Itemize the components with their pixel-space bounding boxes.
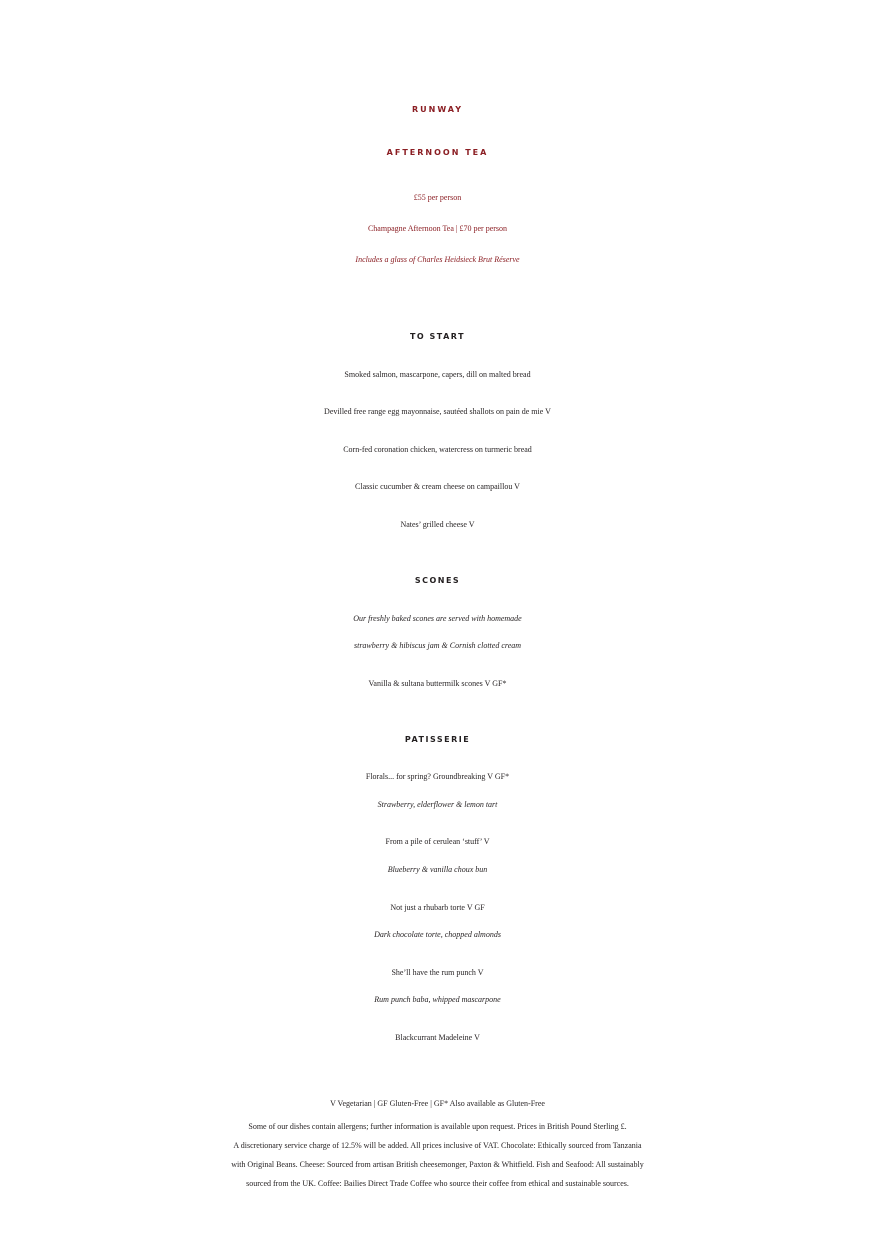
menu-item: Florals... for spring? Groundbreaking V GF* [365, 772, 510, 781]
menu-item-description: Dark chocolate torte, chopped almonds [374, 930, 501, 939]
scones-description: Our freshly baked scones are served with homemade [353, 614, 522, 623]
menu-item: Not just a rhubarb torte V GF [390, 903, 485, 912]
menu-item: Nates’ grilled cheese V [400, 520, 475, 529]
menu-item: From a pile of cerulean ‘stuff’ V [385, 837, 490, 846]
menu-title-line2: AFTERNOON TEA [386, 148, 489, 157]
menu-item: Vanilla & sultana buttermilk scones V GF* [368, 679, 507, 688]
menu-item: Corn-fed coronation chicken, watercress on turmeric bread [343, 445, 532, 454]
price: £55 per person [413, 193, 462, 202]
footer-note: with Original Beans. Cheese: Sourced from artisan British cheesemonger, Paxton & Whitfield. Fish and Seafood: All sustainably [231, 1160, 644, 1169]
section-heading-to-start: TO START [409, 332, 466, 341]
footer-note: sourced from the UK. Coffee: Bailies Direct Trade Coffee who source their coffee from ethical and sustainable sources. [246, 1179, 629, 1188]
menu-item: Blackcurrant Madeleine V [395, 1033, 480, 1042]
menu-item-description: Rum punch baba, whipped mascarpone [374, 995, 501, 1004]
menu-item-description: Strawberry, elderflower & lemon tart [377, 800, 498, 809]
menu-item: Devilled free range egg mayonnaise, sautéed shallots on pain de mie V [324, 407, 551, 416]
footer-note: A discretionary service charge of 12.5% will be added. All prices inclusive of VAT. Chocolate: Ethically sourced from Tanzania [233, 1141, 642, 1150]
dietary-legend: V Vegetarian | GF Gluten-Free | GF* Also available as Gluten-Free [330, 1099, 545, 1108]
champagne-note: Includes a glass of Charles Heidsieck Brut Réserve [355, 255, 520, 264]
menu-item: Classic cucumber & cream cheese on campaillou V [355, 482, 520, 491]
footer-note: Some of our dishes contain allergens; further information is available upon request. Prices in British Pound Sterling £. [248, 1122, 627, 1131]
menu-item: She’ll have the rum punch V [391, 968, 484, 977]
section-heading-patisserie: PATISSERIE [404, 735, 471, 744]
menu-title-line1: RUNWAY [411, 105, 464, 114]
menu-item-description: Blueberry & vanilla choux bun [387, 865, 488, 874]
scones-description: strawberry & hibiscus jam & Cornish clotted cream [353, 641, 522, 650]
section-heading-scones: SCONES [414, 576, 461, 585]
champagne-price: Champagne Afternoon Tea | £70 per person [367, 224, 508, 233]
menu-item: Smoked salmon, mascarpone, capers, dill on malted bread [344, 370, 531, 379]
